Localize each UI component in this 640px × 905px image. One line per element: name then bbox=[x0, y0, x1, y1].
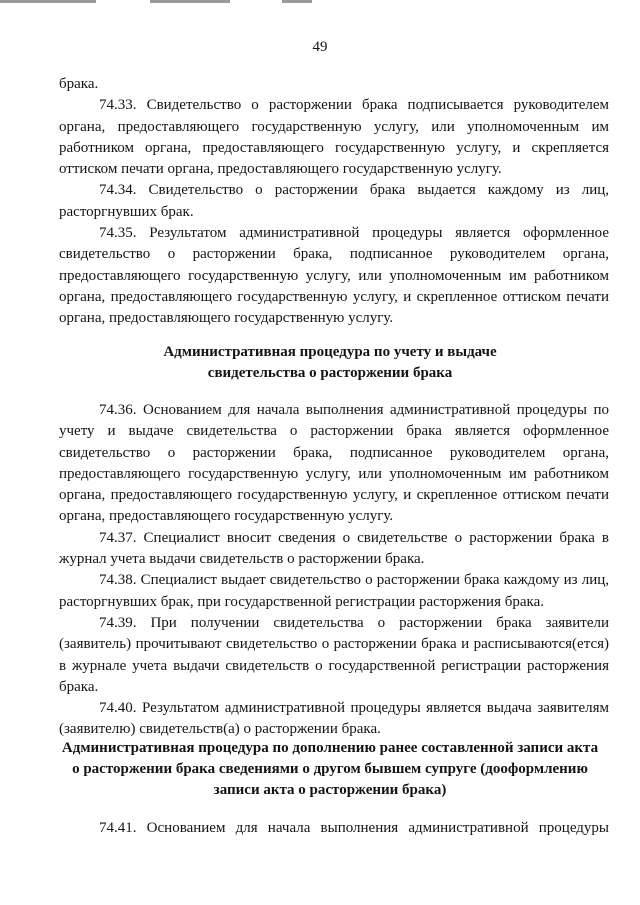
scan-artifact-top bbox=[0, 0, 96, 3]
paragraph-74-41: 74.41. Основанием для начала выполнения административной процедуры bbox=[99, 820, 609, 836]
paragraph-74-34: 74.34. Свидетельство о расторжении брака выдается каждому из лиц, расторгнувших брак. bbox=[59, 182, 609, 220]
paragraph-74-33: 74.33. Свидетельство о расторжении брака подписывается руководителем органа, предоставляющего государственную услугу, или уполномоченным им работником органа, предоставляющего государственную услугу, и скрепляется оттиском печати органа, предоставляющего государственную услугу. bbox=[59, 97, 609, 178]
paragraph-74-37: 74.37. Специалист вносит сведения о свидетельстве о расторжении брака в журнал учета выдачи свидетельств о расторжении брака. bbox=[59, 529, 609, 568]
paragraph-74-35: 74.35. Результатом административной процедуры является оформленное свидетельство о расторжении брака, подписанное руководителем органа, предоставляющего государственную услугу, или уполномоченным им работником органа, предоставляющего государственную услугу, и скрепленное оттиском печати органа, предоставляющего государственную услугу. bbox=[59, 225, 609, 327]
heading-2-line-2: о расторжении брака сведениями о другом бывшем супруге (дооформлению bbox=[72, 761, 588, 777]
section-3 bbox=[59, 818, 609, 839]
paragraph-74-40: 74.40. Результатом административной процедуры является выдача заявителям (заявителю) свидетельств(а) о расторжении брака. bbox=[59, 700, 609, 738]
heading-accounting-issuance bbox=[40, 342, 620, 384]
heading-record-supplement bbox=[40, 738, 620, 801]
page-number: 49 bbox=[312, 39, 328, 55]
paragraph-74-38: 74.38. Специалист выдает свидетельство о расторжении брака каждому из лиц, расторгнувших брак, при государственной регистрации расторжения брака. bbox=[59, 572, 609, 610]
scan-artifact-top-2 bbox=[150, 0, 230, 3]
heading-2-line-3: записи акта о расторжении брака) bbox=[213, 782, 447, 798]
paragraph-74-36: 74.36. Основанием для начала выполнения административной процедуры по учету и выдаче свидетельства о расторжении брака является оформленное свидетельство о расторжении брака, подписанное руководителем органа, предоставляющего государственную услугу, или уполномоченным им работником органа, предоставляющего государственную услугу, и скрепленное оттиском печати органа, предоставляющего государственную услугу. bbox=[59, 402, 609, 525]
heading-2-line-1: Административная процедура по дополнению ранее составленной записи акта bbox=[61, 740, 599, 756]
section-1 bbox=[59, 74, 609, 330]
scan-artifact-top-3 bbox=[282, 0, 312, 3]
paragraph-continuation: брака. bbox=[59, 76, 99, 92]
paragraph-74-39: 74.39. При получении свидетельства о расторжении брака заявители (заявитель) прочитывают свидетельство о расторжении брака и расписываются(ется) в журнале учета выдачи свидетельств о государственной регистрации расторжения брака. bbox=[59, 614, 609, 695]
heading-1-line-2: свидетельства о расторжении брака bbox=[207, 365, 453, 381]
heading-1-line-1: Административная процедура по учету и выдаче bbox=[163, 344, 497, 360]
section-2 bbox=[59, 400, 609, 741]
